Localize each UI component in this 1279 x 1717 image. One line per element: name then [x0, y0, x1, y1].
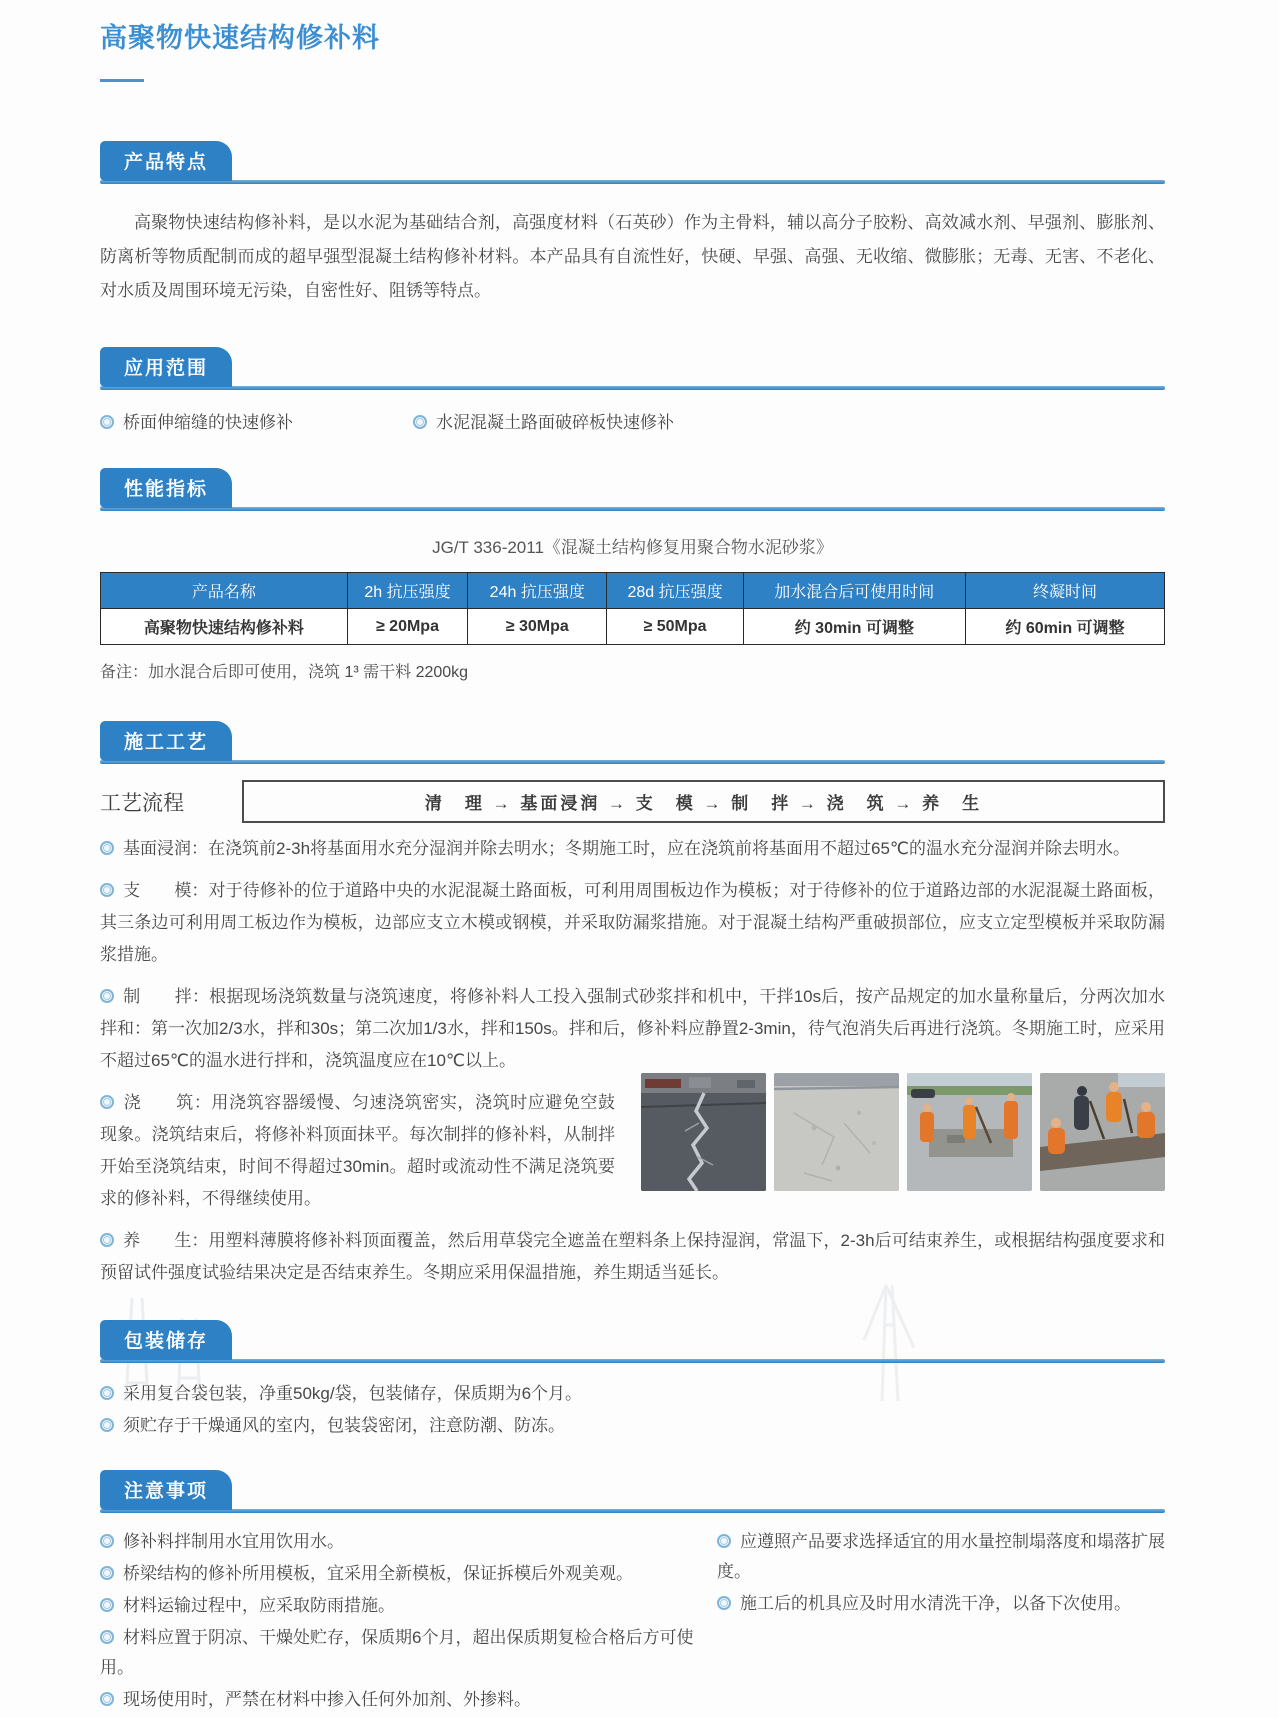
ring-bullet-icon [717, 1596, 731, 1610]
section-head-packaging [100, 1319, 1165, 1363]
table-row [101, 609, 1165, 645]
ring-bullet-icon [413, 415, 427, 429]
ring-bullet-icon [100, 1418, 114, 1432]
section-rule [100, 386, 1165, 390]
process-flow-row [100, 780, 1165, 823]
table-header-cell: 28d 抗压强度 [607, 573, 743, 609]
process-flow-diagram: 清 理 → 基面浸润 → 支 模 → 制 拌 → 浇 筑 → 养 生 [242, 780, 1165, 823]
list-item [100, 408, 413, 433]
list-item [100, 1591, 707, 1621]
ring-bullet-icon [100, 1386, 114, 1400]
section-heading-precautions: 注意事项 [100, 1470, 232, 1510]
process-step-pouring-wrap [100, 1077, 641, 1215]
ring-bullet-icon [100, 415, 114, 429]
precaution-item-label: 桥梁结构的修补所用模板，宜采用全新模板，保证拆模后外观美观。 [123, 1564, 633, 1583]
section-rule [100, 760, 1165, 764]
ring-bullet-icon [717, 1534, 731, 1548]
precaution-item-label: 材料应置于阴凉、干燥处贮存，保质期6个月，超出保质期复检合格后方可使用。 [100, 1628, 694, 1677]
table-cell-2h-strength: ≥ 20Mpa [347, 609, 467, 645]
section-head-performance [100, 467, 1165, 511]
cracked-pavement-photo [641, 1073, 766, 1191]
precautions-left-column [100, 1527, 707, 1717]
step-text: 浇 筑：用浇筑容器缓慢、匀速浇筑密实，浇筑时应避免空鼓现象。浇筑结束后，将修补料顶面抹平。每次制拌的修补料，从制拌开始至浇筑结束，时间不得超过30min。超时或流动性不满足浇筑要求的修补料，不得继续使用。 [100, 1093, 615, 1208]
applications-list [100, 408, 1165, 433]
section-heading-performance: 性能指标 [100, 468, 232, 508]
list-item [413, 408, 674, 433]
standard-reference: JG/T 336-2011《混凝土结构修复用聚合物水泥砂浆》 [432, 538, 833, 557]
section-rule [100, 507, 1165, 511]
application-item-label: 水泥混凝土路面破碎板快速修补 [436, 413, 674, 432]
section-heading-features: 产品特点 [100, 141, 232, 181]
table-footnote: 备注：加水混合后即可使用，浇筑 1³ 需干料 2200kg [100, 664, 469, 681]
table-header-cell: 产品名称 [101, 573, 348, 609]
process-step-curing [100, 1225, 1165, 1289]
precautions-grid [100, 1527, 1165, 1717]
table-header-cell: 24h 抗压强度 [468, 573, 607, 609]
table-header-cell: 加水混合后可使用时间 [743, 573, 965, 609]
step-text: 基面浸润：在浇筑前2-3h将基面用水充分湿润并除去明水；冬期施工时，应在浇筑前将基面用不超过65℃的温水充分湿润并除去明水。 [123, 839, 1131, 858]
list-item [717, 1527, 1175, 1587]
features-paragraph: 高聚物快速结构修补料，是以水泥为基础结合剂，高强度材料（石英砂）作为主骨料，辅以高分子胶粉、高效减水剂、早强剂、膨胀剂、防离析等物质配制而成的超早强型混凝土结构修补材料。本产品具有自流性好，快硬、早强、高强、无收缩、微膨胀；无毒、无害、不老化、对水质及周围环境无污染，自密性好、阻锈等特点。 [100, 213, 1165, 300]
ring-bullet-icon [100, 1566, 114, 1580]
packaging-item-label: 须贮存于干燥通风的室内，包装袋密闭，注意防潮、防冻。 [123, 1416, 565, 1435]
packaging-list [100, 1379, 1165, 1441]
table-cell-24h-strength: ≥ 30Mpa [468, 609, 607, 645]
list-item [100, 1379, 1165, 1409]
section-head-features [100, 140, 1165, 184]
precaution-item-label: 应遵照产品要求选择适宜的用水量控制塌落度和塌落扩展度。 [717, 1532, 1166, 1581]
ring-bullet-icon [100, 1233, 114, 1247]
precaution-item-label: 材料运输过程中，应采取防雨措施。 [123, 1596, 395, 1615]
process-step-mixing [100, 981, 1165, 1077]
list-item [100, 1559, 707, 1589]
ring-bullet-icon [100, 1630, 114, 1644]
section-rule [100, 1359, 1165, 1363]
pour-step-and-photos-row [100, 1077, 1165, 1215]
precaution-item-label: 施工后的机具应及时用水清洗干净，以备下次使用。 [740, 1594, 1132, 1613]
section-head-process [100, 720, 1165, 764]
process-step-formwork [100, 875, 1165, 971]
step-text: 制 拌：根据现场浇筑数量与浇筑速度，将修补料人工投入强制式砂浆拌和机中，干拌10s后，按产品规定的加水量称量后，分两次加水拌和：第一次加2/3水，拌和30s；第二次加1/3水，拌和150s。拌和后，修补料应静置2-3min，待气泡消失后再进行浇筑。冬期施工时，应采用不超过65℃的温水进行拌和，浇筑温度应在10℃以上。 [100, 987, 1165, 1070]
ring-bullet-icon [100, 1598, 114, 1612]
section-rule [100, 180, 1165, 184]
table-cell-usable-time: 约 30min 可调整 [743, 609, 965, 645]
section-head-applications [100, 346, 1165, 390]
process-step-pouring [100, 1087, 615, 1215]
workers-patching-pavement-photo [1040, 1073, 1165, 1191]
ring-bullet-icon [100, 841, 114, 855]
precaution-item-label: 现场使用时，严禁在材料中掺入任何外加剂、外掺料。 [123, 1690, 531, 1709]
ring-bullet-icon [100, 1534, 114, 1548]
precaution-item-label: 修补料拌制用水宜用饮用水。 [123, 1532, 344, 1551]
packaging-item-label: 采用复合袋包装，净重50kg/袋，包装储存，保质期为6个月。 [123, 1384, 583, 1403]
ring-bullet-icon [100, 883, 114, 897]
title-underline [100, 79, 144, 82]
table-cell-product-name: 高聚物快速结构修补料 [101, 609, 348, 645]
section-rule [100, 1509, 1165, 1513]
list-item [100, 1411, 1165, 1441]
process-flow-label: 工艺流程 [100, 791, 184, 815]
table-cell-28d-strength: ≥ 50Mpa [607, 609, 743, 645]
table-header-cell: 2h 抗压强度 [347, 573, 467, 609]
section-heading-packaging: 包装储存 [100, 1320, 232, 1360]
list-item [100, 1623, 707, 1683]
list-item [100, 1527, 707, 1557]
workers-repairing-road-photo [907, 1073, 1032, 1191]
table-header-cell: 终凝时间 [966, 573, 1165, 609]
step-text: 养 生：用塑料薄膜将修补料顶面覆盖，然后用草袋完全遮盖在塑料条上保持湿润，常温下，2-3h后可结束养生，或根据结构强度要求和预留试件强度试验结果决定是否结束养生。冬期应采用保温措施，养生期适当延长。 [100, 1231, 1165, 1282]
page-title: 高聚物快速结构修补料 [100, 23, 380, 53]
construction-photos-strip [641, 1073, 1165, 1215]
ring-bullet-icon [100, 989, 114, 1003]
application-item-label: 桥面伸缩缝的快速修补 [123, 413, 293, 432]
performance-table [100, 572, 1165, 645]
repaired-concrete-surface-photo [774, 1073, 899, 1191]
precautions-right-column [717, 1527, 1175, 1717]
table-cell-final-set-time: 约 60min 可调整 [966, 609, 1165, 645]
step-text: 支 模：对于待修补的位于道路中央的水泥混凝土路面板，可利用周围板边作为模板；对于待修补的位于道路边部的水泥混凝土路面板，其三条边可利用周工板边作为模板，边部应支立木模或钢模，并采取防漏浆措施。对于混凝土结构严重破损部位，应支立定型模板并采取防漏浆措施。 [100, 881, 1165, 964]
list-item [100, 1685, 707, 1715]
section-heading-process: 施工工艺 [100, 721, 232, 761]
list-item [717, 1589, 1175, 1619]
section-heading-applications: 应用范围 [100, 347, 232, 387]
ring-bullet-icon [100, 1095, 114, 1109]
section-head-precautions [100, 1469, 1165, 1513]
process-step-wetting [100, 833, 1165, 865]
table-header-row [101, 573, 1165, 609]
ring-bullet-icon [100, 1692, 114, 1706]
